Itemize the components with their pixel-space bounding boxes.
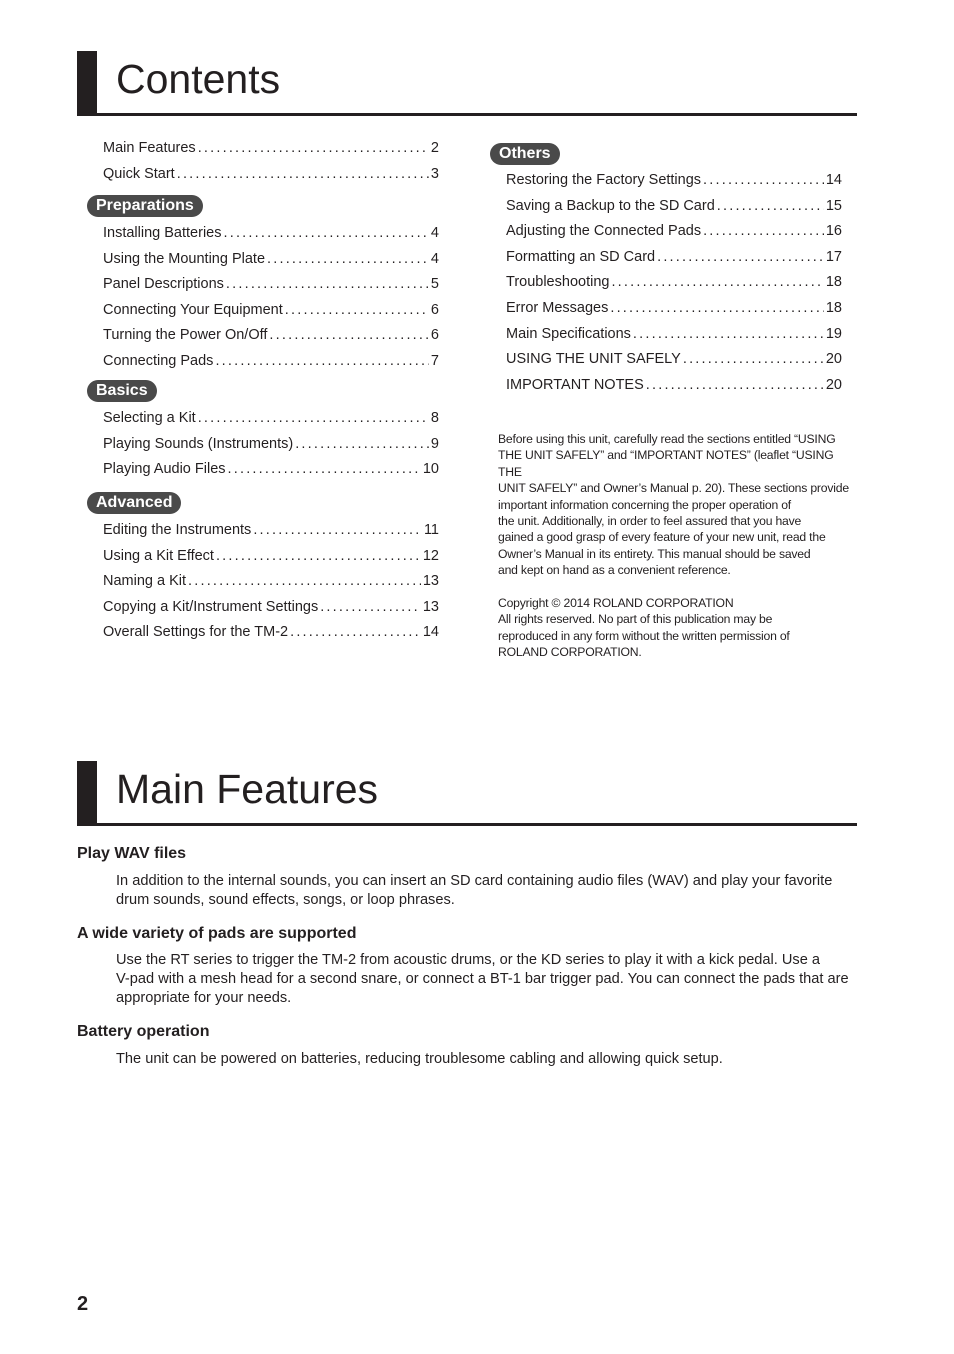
toc-entry[interactable] [506, 349, 842, 369]
toc-entry-label: USING THE UNIT SAFELY [506, 351, 681, 367]
feature-body: In addition to the internal sounds, you can insert an SD card containing audio files (WAV) and play your favorite drum sounds, sound effects, songs, or loop phrases. [116, 873, 833, 908]
toc-entry-page: 15 [825, 198, 842, 214]
dot-leader [269, 325, 429, 345]
heading-bar [77, 761, 97, 823]
heading-bar [77, 51, 97, 113]
copyright-text: Copyright © 2014 ROLAND CORPORATION All rights reserved. No part of this publication may be reproduced in any form without the written permission of ROLAND CORPORATION. [498, 596, 790, 660]
dot-leader [223, 223, 428, 243]
toc-entry-page: 6 [430, 302, 439, 318]
toc-entry-label: Selecting a Kit [103, 410, 196, 426]
dot-leader [657, 247, 824, 267]
toc-entry-label: Saving a Backup to the SD Card [506, 198, 715, 214]
toc-entry-label: Copying a Kit/Instrument Settings [103, 599, 319, 615]
toc-entry-page: 2 [430, 140, 439, 156]
toc-entry-page: 4 [430, 251, 439, 267]
toc-entry-page: 5 [430, 276, 439, 292]
toc-entry-label: Using a Kit Effect [103, 548, 214, 564]
toc-entry-page: 12 [422, 548, 439, 564]
dot-leader [198, 408, 429, 428]
toc-entry-label: Editing the Instruments [103, 522, 252, 538]
dot-leader [610, 298, 824, 318]
notice-text: Before using this unit, carefully read the sections entitled “USING THE UNIT SAFELY” and “IMPORTANT NOTES” (leaflet “USING THE UNIT SAFELY” and Owner’s Manual p. 20). These sections provide important information concerning the proper operation of the unit. Additionally, in order to feel assured that you have gained a good grasp of every feature of your new unit, read the Owner’s Manual in its entirety. This manual should be saved and kept on hand as a convenient reference. [498, 432, 849, 578]
toc-entry-label: Restoring the Factory Settings [506, 172, 702, 188]
dot-leader [633, 324, 824, 344]
toc-entry-page: 9 [430, 436, 439, 452]
dot-leader [646, 375, 824, 395]
feature-title: A wide variety of pads are supported [77, 925, 357, 942]
toc-entry-label: Connecting Pads [103, 353, 214, 369]
toc-entry-label: Panel Descriptions [103, 276, 224, 292]
dot-leader [703, 170, 824, 190]
toc-entry-label: Main Features [103, 140, 196, 156]
toc-entry[interactable] [506, 272, 842, 292]
toc-entry-page: 7 [430, 353, 439, 369]
toc-entry-label: Playing Sounds (Instruments) [103, 436, 294, 452]
toc-entry-label: IMPORTANT NOTES [506, 377, 644, 393]
dot-leader [216, 546, 421, 566]
toc-entry-label: Formatting an SD Card [506, 249, 656, 265]
toc-entry-label: Using the Mounting Plate [103, 251, 266, 267]
toc-entry-label: Playing Audio Files [103, 461, 226, 477]
toc-entry-label: Quick Start [103, 166, 175, 182]
toc-entry-label: Installing Batteries [103, 225, 222, 241]
dot-leader [198, 138, 429, 158]
toc-entry-page: 17 [825, 249, 842, 265]
dot-leader [290, 622, 421, 642]
toc-entry[interactable] [103, 325, 439, 345]
category-badge: Advanced [87, 492, 181, 514]
dot-leader [703, 221, 824, 241]
dot-leader [188, 571, 421, 591]
dot-leader [267, 249, 429, 269]
toc-entry[interactable] [103, 164, 439, 184]
category-badge: Basics [87, 380, 157, 402]
dot-leader [683, 349, 824, 369]
toc-entry-label: Troubleshooting [506, 274, 610, 290]
dot-leader [295, 434, 429, 454]
toc-entry-label: Naming a Kit [103, 573, 187, 589]
toc-entry[interactable] [103, 300, 439, 320]
feature-title: Play WAV files [77, 845, 187, 862]
main-features-heading [77, 761, 857, 826]
toc-entry-page: 20 [825, 377, 842, 393]
toc-entry-page: 20 [825, 351, 842, 367]
toc-entry-page: 18 [825, 274, 842, 290]
dot-leader [611, 272, 823, 292]
toc-entry-label: Turning the Power On/Off [103, 327, 268, 343]
toc-entry-page: 10 [422, 461, 439, 477]
toc-entry[interactable] [506, 221, 842, 241]
toc-entry-page: 14 [422, 624, 439, 640]
toc-entry[interactable] [103, 597, 439, 617]
toc-entry[interactable] [103, 520, 439, 540]
toc-entry[interactable] [103, 434, 439, 454]
main-features-title: Main Features [116, 766, 379, 812]
toc-entry-label: Connecting Your Equipment [103, 302, 283, 318]
toc-entry[interactable] [506, 375, 842, 395]
feature-body: The unit can be powered on batteries, reducing troublesome cabling and allowing quick setup. [116, 1051, 723, 1067]
toc-entry[interactable] [103, 408, 439, 428]
toc-entry[interactable] [103, 459, 439, 479]
dot-leader [717, 196, 824, 216]
toc-entry-label: Overall Settings for the TM-2 [103, 624, 289, 640]
category-badge: Preparations [87, 195, 203, 217]
toc-entry[interactable] [506, 170, 842, 190]
toc-entry[interactable] [506, 247, 842, 267]
toc-entry[interactable] [103, 622, 439, 642]
toc-entry-page: 6 [430, 327, 439, 343]
toc-entry-label: Main Specifications [506, 326, 631, 342]
toc-entry-page: 13 [422, 573, 439, 589]
feature-title: Battery operation [77, 1023, 210, 1040]
toc-entry-page: 14 [825, 172, 842, 188]
dot-leader [215, 351, 428, 371]
toc-entry[interactable] [103, 249, 439, 269]
toc-entry-page: 16 [825, 223, 842, 239]
toc-entry-page: 8 [430, 410, 439, 426]
toc-entry-page: 19 [825, 326, 842, 342]
toc-entry-label: Adjusting the Connected Pads [506, 223, 702, 239]
toc-entry-page: 4 [430, 225, 439, 241]
dot-leader [226, 274, 429, 294]
feature-body: Use the RT series to trigger the TM-2 from acoustic drums, or the KD series to play it with a kick pedal. Use a V-pad with a mesh head for a second snare, or connect a BT-1 bar trigger pad. You can connect the pads that are appropriate for your needs. [116, 952, 849, 1006]
toc-entry[interactable] [506, 298, 842, 318]
toc-entry[interactable] [103, 351, 439, 371]
contents-heading [77, 51, 857, 116]
toc-entry[interactable] [103, 571, 439, 591]
toc-entry-page: 11 [423, 522, 439, 538]
contents-title: Contents [116, 56, 281, 102]
toc-entry[interactable] [103, 546, 439, 566]
safety-notice [498, 431, 860, 661]
toc-entry[interactable] [103, 223, 439, 243]
dot-leader [228, 459, 421, 479]
toc-entry[interactable] [506, 196, 842, 216]
dot-leader [285, 300, 429, 320]
toc-entry-label: Error Messages [506, 300, 609, 316]
category-badge: Others [490, 143, 560, 165]
toc-entry-page: 3 [430, 166, 439, 182]
dot-leader [253, 520, 422, 540]
toc-entry-page: 13 [422, 599, 439, 615]
dot-leader [320, 597, 421, 617]
toc-entry-page: 18 [825, 300, 842, 316]
toc-entry[interactable] [103, 274, 439, 294]
toc-entry[interactable] [506, 324, 842, 344]
page-number: 2 [77, 1293, 89, 1315]
dot-leader [177, 164, 429, 184]
toc-entry[interactable] [103, 138, 439, 158]
